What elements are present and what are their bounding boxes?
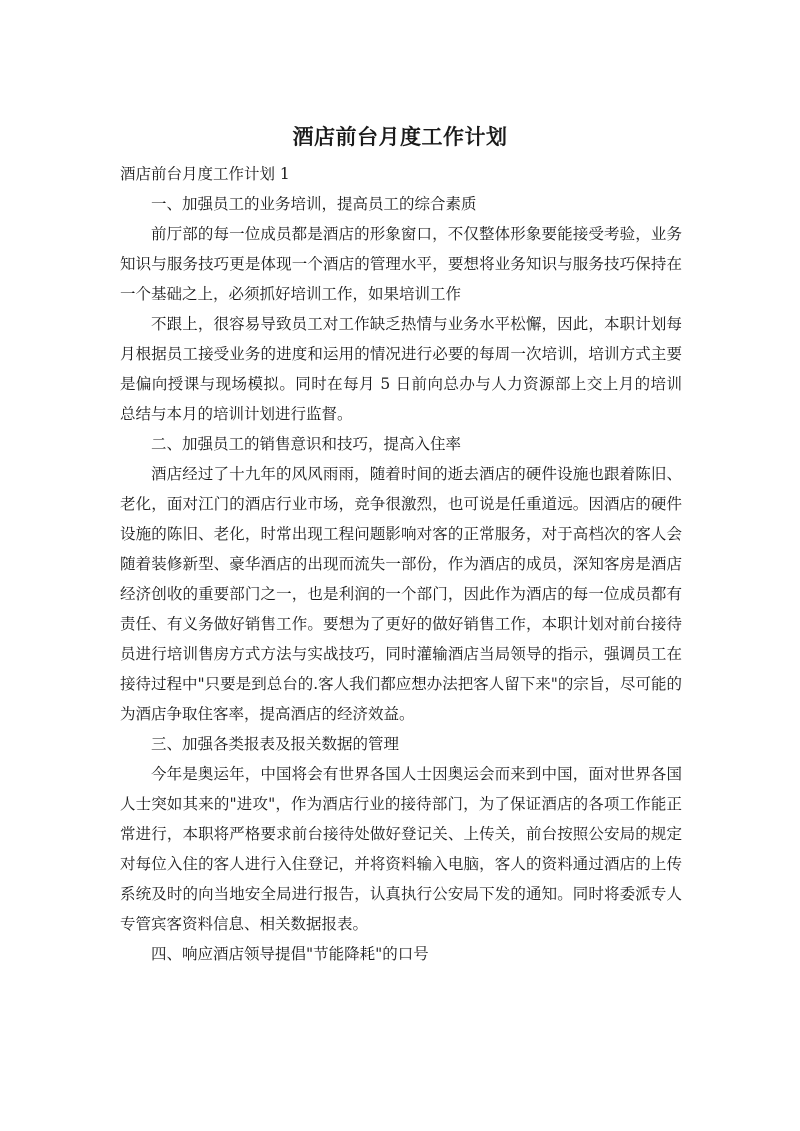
section-2-heading: 二、加强员工的销售意识和技巧，提高入住率 [151,435,462,453]
section-2-paragraph-1: 酒店经过了十九年的风风雨雨，随着时间的逝去酒店的硬件设施也跟着陈旧、老化，面对江门的酒店行业市场，竞争很激烈，也可说是任重道远。因酒店的硬件设施的陈旧、老化，时常出现工程问题影响对客的正常服务，对于高档次的客人会随着装修新型、豪华酒店的出现而流失一部份，作为酒店的成员，深知客房是酒店经济创收的重要部门之一，也是利润的一个部门，因此作为酒店的每一位成员都有责任、有义务做好销售工作。要想为了更好的做好销售工作，本职计划对前台接待员进行培训售房方式方法与实战技巧，同时灌输酒店当局领导的指示，强调员工在接待过程中"只要是到总台的.客人我们都应想办法把客人留下来"的宗旨，尽可能的为酒店争取住客率，提高酒店的经济效益。 [120,465,682,723]
section-3-heading: 三、加强各类报表及报关数据的管理 [151,735,400,753]
document-title: 酒店前台月度工作计划 [292,125,508,149]
section-3-paragraph-1: 今年是奥运年，中国将会有世界各国人士因奥运会而来到中国，面对世界各国人士突如其来的"进攻"，作为酒店行业的接待部门，为了保证酒店的各项工作能正常进行，本职将严格要求前台接待处做好登记关、上传关，前台按照公安局的规定对每位入住的客人进行入住登记，并将资料输入电脑，客人的资料通过酒店的上传系统及时的向当地安全局进行报告，认真执行公安局下发的通知。同时将委派专人专管宾客资料信息、相关数据报表。 [120,765,682,933]
section-1-heading: 一、加强员工的业务培训，提高员工的综合素质 [151,195,477,213]
section-4-heading: 四、响应酒店领导提倡"节能降耗"的口号 [151,945,429,963]
document-body [120,159,682,969]
section-1-paragraph-2: 不跟上，很容易导致员工对工作缺乏热情与业务水平松懈，因此，本职计划每月根据员工接受业务的进度和运用的情况进行必要的每周一次培训，培训方式主要是偏向授课与现场模拟。同时在每月 5 日前向总办与人力资源部上交上月的培训总结与本月的培训计划进行监督。 [120,315,682,423]
section-1-paragraph-1: 前厅部的每一位成员都是酒店的形象窗口，不仅整体形象要能接受考验，业务知识与服务技巧更是体现一个酒店的管理水平，要想将业务知识与服务技巧保持在一个基础之上，必须抓好培训工作，如果培训工作 [120,225,682,303]
document-subtitle: 酒店前台月度工作计划 1 [120,165,290,183]
